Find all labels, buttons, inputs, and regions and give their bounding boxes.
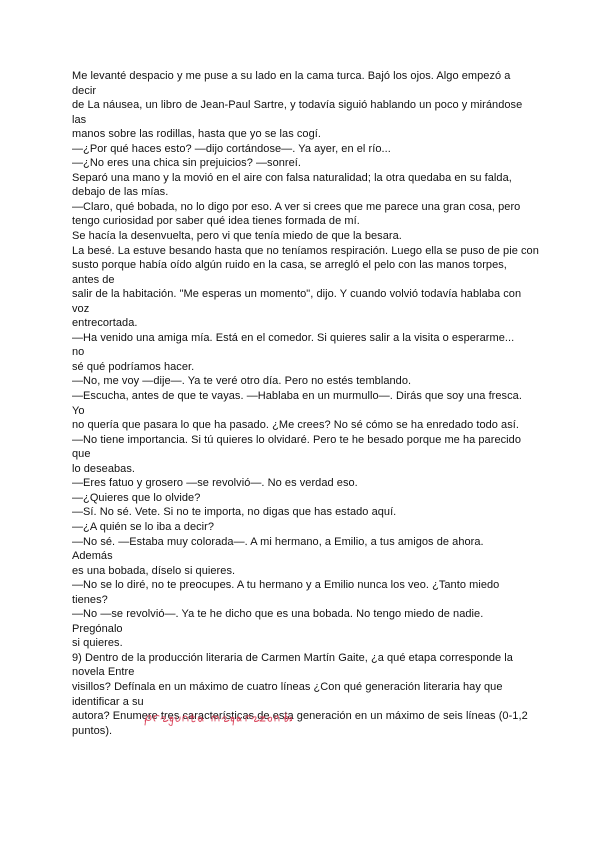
text-line: visillos? Defínala en un máximo de cuatro líneas ¿Con qué generación literaria hay que bbox=[72, 680, 503, 693]
text-line: La besé. La estuve besando hasta que no teníamos respiración. Luego ella se puso de pie con bbox=[72, 244, 539, 257]
text-line: identificar a su bbox=[72, 695, 144, 708]
text-line: —Claro, qué bobada, no lo digo por eso. A ver si crees que me parece una gran cosa, pero bbox=[72, 200, 521, 213]
text-line: —No se lo diré, no te preocupes. A tu hermano y a Emilio nunca los veo. ¿Tanto miedo bbox=[72, 579, 500, 592]
text-line: Yo bbox=[72, 404, 85, 417]
text-line: no bbox=[72, 346, 85, 359]
text-line: entrecortada. bbox=[72, 317, 138, 330]
text-line: lo deseabas. bbox=[72, 462, 135, 475]
text-line: Se hacía la desenvuelta, pero vi que tenía miedo de que la besara. bbox=[72, 230, 402, 243]
text-line: antes de bbox=[72, 273, 115, 286]
text-line: 9) Dentro de la producción literaria de Carmen Martín Gaite, ¿a qué etapa corresponde la bbox=[72, 651, 513, 664]
text-line: Separó una mano y la movió en el aire con falsa naturalidad; la otra quedaba en su falda, bbox=[72, 171, 512, 184]
text-line: —Eres fatuo y grosero —se revolvió—. No es verdad eso. bbox=[72, 477, 358, 490]
text-line: Además bbox=[72, 550, 113, 563]
text-line: sé qué podríamos hacer. bbox=[72, 360, 195, 373]
text-line: Pregónalo bbox=[72, 622, 123, 635]
text-line: —No tiene importancia. Si tú quieres lo olvidaré. Pero te he besado porque me ha parecido bbox=[72, 433, 521, 446]
text-line: las bbox=[72, 113, 87, 126]
text-line: voz bbox=[72, 302, 90, 315]
text-line: —No sé. —Estaba muy colorada—. A mi hermano, a Emilio, a tus amigos de ahora. bbox=[72, 535, 484, 548]
handwritten-stroke bbox=[145, 711, 292, 725]
text-line: novela Entre bbox=[72, 666, 135, 679]
text-line: susto porque había oído algún ruido en la casa, se arregló el pelo con las manos torpes, bbox=[72, 259, 507, 272]
text-line: tengo curiosidad por saber qué idea tienes formada de mí. bbox=[72, 215, 360, 228]
text-line: —Escucha, antes de que te vayas. —Hablaba en un murmullo—. Dirás que soy una fresca. bbox=[72, 390, 522, 403]
text-line: no quería que pasara lo que ha pasado. ¿Me crees? No sé cómo se ha enredado todo así. bbox=[72, 419, 519, 432]
document-body bbox=[72, 69, 539, 738]
text-line: —Ha venido una amiga mía. Está en el comedor. Si quieres salir a la visita o esperarme... bbox=[72, 331, 515, 344]
text-line: —No, me voy —dije—. Ya te veré otro día. Pero no estés temblando. bbox=[72, 375, 412, 388]
text-line: —¿A quién se lo iba a decir? bbox=[72, 520, 215, 533]
text-line: puntos). bbox=[72, 724, 113, 737]
text-line: es una bobada, díselo si quieres. bbox=[72, 564, 236, 577]
text-line: —¿Por qué haces esto? —dijo cortándose—. Ya ayer, en el río... bbox=[72, 142, 391, 155]
text-line: —¿Quieres que lo olvide? bbox=[72, 491, 201, 504]
text-line: —¿No eres una chica sin prejuicios? —sonreí. bbox=[72, 157, 302, 170]
text-line: si quieres. bbox=[72, 637, 123, 650]
text-line: Me levanté despacio y me puse a su lado en la cama turca. Bajó los ojos. Algo empezó a bbox=[72, 70, 511, 82]
text-line: manos sobre las rodillas, hasta que yo se las cogí. bbox=[72, 128, 321, 141]
text-line: salir de la habitación. "Me esperas un momento", dijo. Y cuando volvió todavía hablaba con bbox=[72, 288, 522, 301]
text-line: decir bbox=[72, 84, 97, 97]
text-line: que bbox=[72, 448, 91, 461]
text-line: tienes? bbox=[72, 593, 108, 606]
text-line: de La náusea, un libro de Jean-Paul Sartre, y todavía siguió hablando un poco y mirándose bbox=[72, 99, 523, 112]
text-line: —No —se revolvió—. Ya te he dicho que es una bobada. No tengo miedo de nadie. bbox=[72, 608, 484, 621]
handwritten-note bbox=[142, 708, 292, 726]
text-line: autora? Enumere tres características de esta generación en un máximo de seis líneas (0-1,2 bbox=[72, 710, 528, 723]
text-line: debajo de las mías. bbox=[72, 186, 169, 199]
text-line: —Sí. No sé. Vete. Si no te importa, no digas que has estado aquí. bbox=[72, 506, 397, 519]
